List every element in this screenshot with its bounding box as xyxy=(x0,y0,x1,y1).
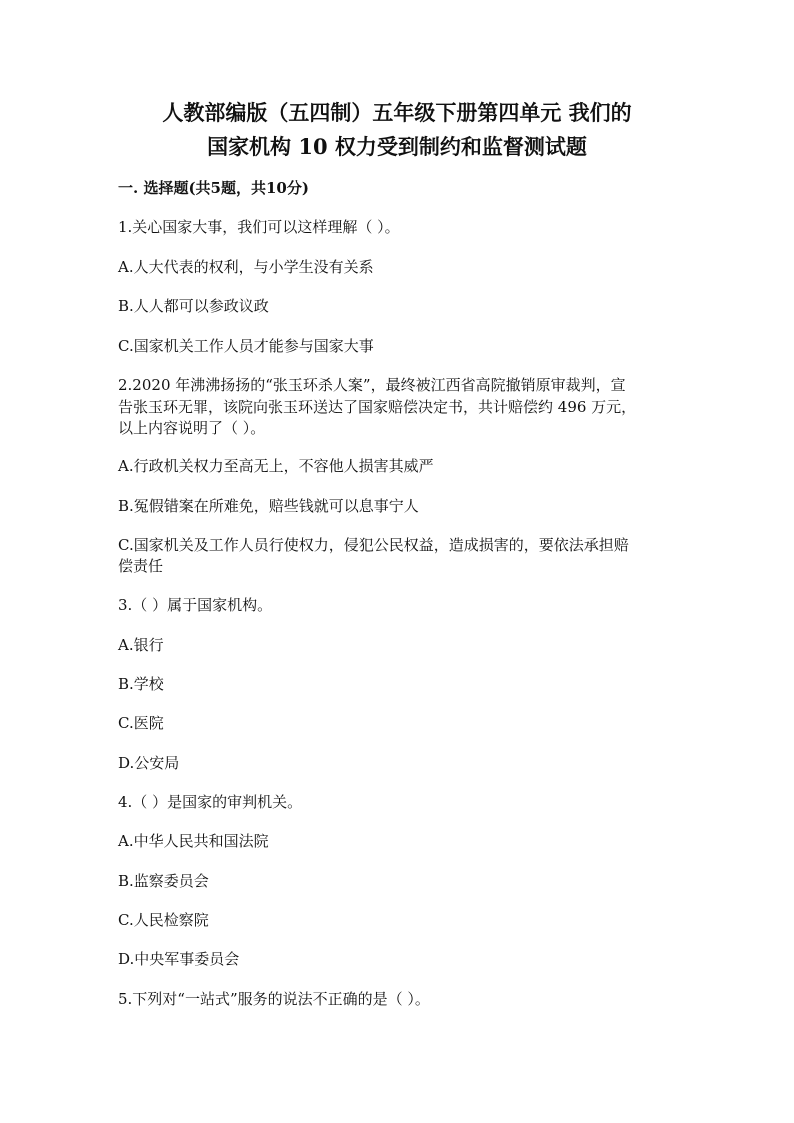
question-3-stem: 3.（ ）属于国家机构。 xyxy=(118,596,273,614)
question-2-stem-line-3: 以上内容说明了（ ）。 xyxy=(118,419,266,437)
question-4-option-d: D.中央军事委员会 xyxy=(118,950,240,968)
question-2-option-c-line-1: C.国家机关及工作人员行使权力，侵犯公民权益，造成损害的，要依法承担赔 xyxy=(118,536,629,554)
question-3-option-b: B.学校 xyxy=(118,675,164,693)
question-3-option-d: D.公安局 xyxy=(118,754,180,772)
question-2-option-c-line-2: 偿责任 xyxy=(118,557,164,575)
question-2-stem-line-2: 告张玉环无罪，该院向张玉环送达了国家赔偿决定书，共计赔偿约 496 万元， xyxy=(118,398,637,416)
question-5-stem: 5.下列对“一站式”服务的说法不正确的是（ ）。 xyxy=(118,990,430,1008)
question-1-option-b: B.人人都可以参政议政 xyxy=(118,297,269,315)
question-1-option-a: A.人大代表的权利，与小学生没有关系 xyxy=(118,258,374,276)
question-2-option-b: B.冤假错案在所难免，赔些钱就可以息事宁人 xyxy=(118,497,419,515)
question-4-option-c: C.人民检察院 xyxy=(118,911,209,929)
question-2-option-a: A.行政机关权力至高无上，不容他人损害其威严 xyxy=(118,457,434,475)
question-4-option-b: B.监察委员会 xyxy=(118,872,209,890)
section-heading: 一. 选择题(共5题，共10分) xyxy=(118,179,309,197)
question-3-option-c: C.医院 xyxy=(118,714,164,732)
question-3-option-a: A.银行 xyxy=(118,636,164,654)
question-2-stem-line-1: 2.2020 年沸沸扬扬的“张玉环杀人案”，最终被江西省高院撤销原审裁判，宣 xyxy=(118,376,626,394)
question-1-option-c: C.国家机关工作人员才能参与国家大事 xyxy=(118,337,374,355)
document-title-line-1: 人教部编版（五四制）五年级下册第四单元 我们的 xyxy=(162,100,632,125)
question-4-stem: 4.（ ）是国家的审判机关。 xyxy=(118,793,303,811)
question-1-stem: 1.关心国家大事，我们可以这样理解（ ）。 xyxy=(118,218,400,236)
document-title-line-2: 国家机构 10 权力受到制约和监督测试题 xyxy=(207,134,587,159)
question-4-option-a: A.中华人民共和国法院 xyxy=(118,832,269,850)
